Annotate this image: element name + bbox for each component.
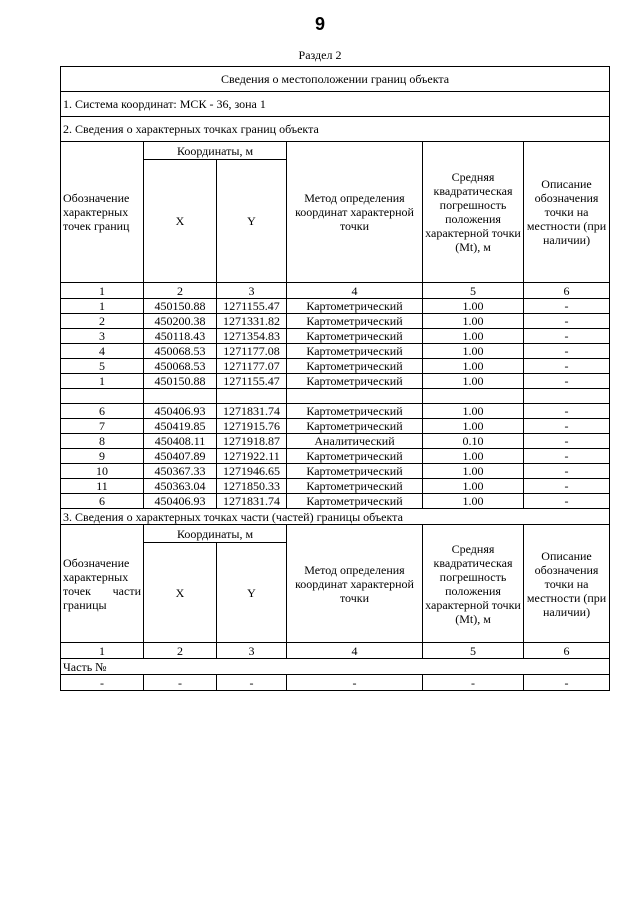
- x-cell: 450406.93: [144, 494, 217, 509]
- error-cell: 1.00: [423, 479, 524, 494]
- x-cell: 450419.85: [144, 419, 217, 434]
- x-cell: 450068.53: [144, 344, 217, 359]
- method-cell: Аналитический: [287, 434, 423, 449]
- method-cell: Картометрический: [287, 494, 423, 509]
- x-cell: -: [144, 675, 217, 691]
- y-cell: 1271922.11: [217, 449, 287, 464]
- error-cell: 1.00: [423, 464, 524, 479]
- error-cell: 1.00: [423, 359, 524, 374]
- header-description: Описание обозначения точки на местности (при наличии): [524, 142, 610, 283]
- column-number: 2: [144, 283, 217, 299]
- section1-title: 2. Сведения о характерных точках границ объекта: [61, 117, 610, 142]
- table-title: Сведения о местоположении границ объекта: [61, 67, 610, 92]
- column-number: 4: [287, 643, 423, 659]
- table-row: [61, 494, 610, 509]
- point-cell: 3: [61, 329, 144, 344]
- description-cell: -: [524, 419, 610, 434]
- header2-coordinates: Координаты, м: [144, 525, 287, 543]
- column-number: 2: [144, 643, 217, 659]
- header-designation: Обозначение характерных точек границ: [61, 142, 144, 283]
- point-cell: 6: [61, 404, 144, 419]
- section-label: Раздел 2: [298, 48, 342, 62]
- column-numbers-row-2: [61, 643, 610, 659]
- x-cell: 450068.53: [144, 359, 217, 374]
- method-cell: Картометрический: [287, 374, 423, 389]
- method-cell: [287, 389, 423, 404]
- point-cell: 2: [61, 314, 144, 329]
- method-cell: Картометрический: [287, 344, 423, 359]
- header-x: X: [144, 160, 217, 283]
- table-row: [61, 344, 610, 359]
- description-cell: -: [524, 434, 610, 449]
- header2-method: Метод определения координат характерной точки: [287, 525, 423, 643]
- method-cell: Картометрический: [287, 449, 423, 464]
- column-number: 3: [217, 643, 287, 659]
- y-cell: [217, 389, 287, 404]
- header-method: Метод определения координат характерной точки: [287, 142, 423, 283]
- point-cell: [61, 389, 144, 404]
- point-cell: 4: [61, 344, 144, 359]
- column-number: 5: [423, 283, 524, 299]
- table-row: [61, 374, 610, 389]
- method-cell: Картометрический: [287, 359, 423, 374]
- x-cell: 450367.33: [144, 464, 217, 479]
- point-cell: 5: [61, 359, 144, 374]
- x-cell: 450118.43: [144, 329, 217, 344]
- column-number: 1: [61, 643, 144, 659]
- description-cell: -: [524, 404, 610, 419]
- x-cell: [144, 389, 217, 404]
- header2-y: Y: [217, 543, 287, 643]
- point-cell: 11: [61, 479, 144, 494]
- method-cell: Картометрический: [287, 419, 423, 434]
- header2-designation: Обозначение характерных точек части границы: [61, 525, 144, 643]
- y-cell: 1271918.87: [217, 434, 287, 449]
- description-cell: -: [524, 374, 610, 389]
- y-cell: 1271177.08: [217, 344, 287, 359]
- method-cell: Картометрический: [287, 329, 423, 344]
- x-cell: 450406.93: [144, 404, 217, 419]
- description-cell: -: [524, 299, 610, 314]
- x-cell: 450408.11: [144, 434, 217, 449]
- error-cell: 1.00: [423, 299, 524, 314]
- table-row: [61, 314, 610, 329]
- error-cell: 1.00: [423, 374, 524, 389]
- page-number: 9: [314, 14, 325, 34]
- y-cell: 1271177.07: [217, 359, 287, 374]
- column-number: 1: [61, 283, 144, 299]
- method-cell: Картометрический: [287, 299, 423, 314]
- boundary-table: [60, 66, 610, 691]
- column-number: 5: [423, 643, 524, 659]
- header-error: Средняя квадратическая погрешность положения характерной точки (Mt), м: [423, 142, 524, 283]
- description-cell: -: [524, 494, 610, 509]
- table-row: [61, 479, 610, 494]
- x-cell: 450363.04: [144, 479, 217, 494]
- column-number: 6: [524, 643, 610, 659]
- y-cell: 1271155.47: [217, 374, 287, 389]
- column-numbers-row: [61, 283, 610, 299]
- x-cell: 450150.88: [144, 299, 217, 314]
- description-cell: -: [524, 359, 610, 374]
- point-cell: 7: [61, 419, 144, 434]
- error-cell: [423, 389, 524, 404]
- method-cell: Картометрический: [287, 479, 423, 494]
- coordinate-system: 1. Система координат: МСК - 36, зона 1: [61, 92, 610, 117]
- section2-title: 3. Сведения о характерных точках части (частей) границы объекта: [61, 509, 610, 525]
- y-cell: 1271850.33: [217, 479, 287, 494]
- y-cell: 1271354.83: [217, 329, 287, 344]
- error-cell: 1.00: [423, 494, 524, 509]
- table-row: [61, 464, 610, 479]
- error-cell: 0.10: [423, 434, 524, 449]
- description-cell: -: [524, 479, 610, 494]
- table-row: [61, 389, 610, 404]
- point-cell: -: [61, 675, 144, 691]
- error-cell: 1.00: [423, 449, 524, 464]
- part-label: Часть №: [61, 659, 610, 675]
- method-cell: Картометрический: [287, 314, 423, 329]
- method-cell: Картометрический: [287, 464, 423, 479]
- table-row: [61, 675, 610, 691]
- description-cell: -: [524, 464, 610, 479]
- description-cell: -: [524, 314, 610, 329]
- error-cell: 1.00: [423, 314, 524, 329]
- y-cell: 1271331.82: [217, 314, 287, 329]
- header2-x: X: [144, 543, 217, 643]
- x-cell: 450407.89: [144, 449, 217, 464]
- point-cell: 10: [61, 464, 144, 479]
- table-row: [61, 299, 610, 314]
- column-number: 4: [287, 283, 423, 299]
- point-cell: 6: [61, 494, 144, 509]
- description-cell: [524, 389, 610, 404]
- point-cell: 1: [61, 374, 144, 389]
- description-cell: -: [524, 675, 610, 691]
- point-cell: 1: [61, 299, 144, 314]
- description-cell: -: [524, 344, 610, 359]
- header-coordinates: Координаты, м: [144, 142, 287, 160]
- x-cell: 450200.38: [144, 314, 217, 329]
- y-cell: 1271946.65: [217, 464, 287, 479]
- table-row: [61, 359, 610, 374]
- error-cell: -: [423, 675, 524, 691]
- error-cell: 1.00: [423, 419, 524, 434]
- y-cell: 1271831.74: [217, 404, 287, 419]
- method-cell: -: [287, 675, 423, 691]
- header2-description: Описание обозначения точки на местности (при наличии): [524, 525, 610, 643]
- x-cell: 450150.88: [144, 374, 217, 389]
- error-cell: 1.00: [423, 329, 524, 344]
- description-cell: -: [524, 329, 610, 344]
- point-cell: 8: [61, 434, 144, 449]
- y-cell: 1271831.74: [217, 494, 287, 509]
- y-cell: 1271915.76: [217, 419, 287, 434]
- column-number: 6: [524, 283, 610, 299]
- method-cell: Картометрический: [287, 404, 423, 419]
- table-row: [61, 449, 610, 464]
- table-row: [61, 404, 610, 419]
- point-cell: 9: [61, 449, 144, 464]
- error-cell: 1.00: [423, 404, 524, 419]
- error-cell: 1.00: [423, 344, 524, 359]
- header2-error: Средняя квадратическая погрешность положения характерной точки (Mt), м: [423, 525, 524, 643]
- table-row: [61, 329, 610, 344]
- table-row: [61, 419, 610, 434]
- column-number: 3: [217, 283, 287, 299]
- table-row: [61, 434, 610, 449]
- y-cell: -: [217, 675, 287, 691]
- header-y: Y: [217, 160, 287, 283]
- description-cell: -: [524, 449, 610, 464]
- y-cell: 1271155.47: [217, 299, 287, 314]
